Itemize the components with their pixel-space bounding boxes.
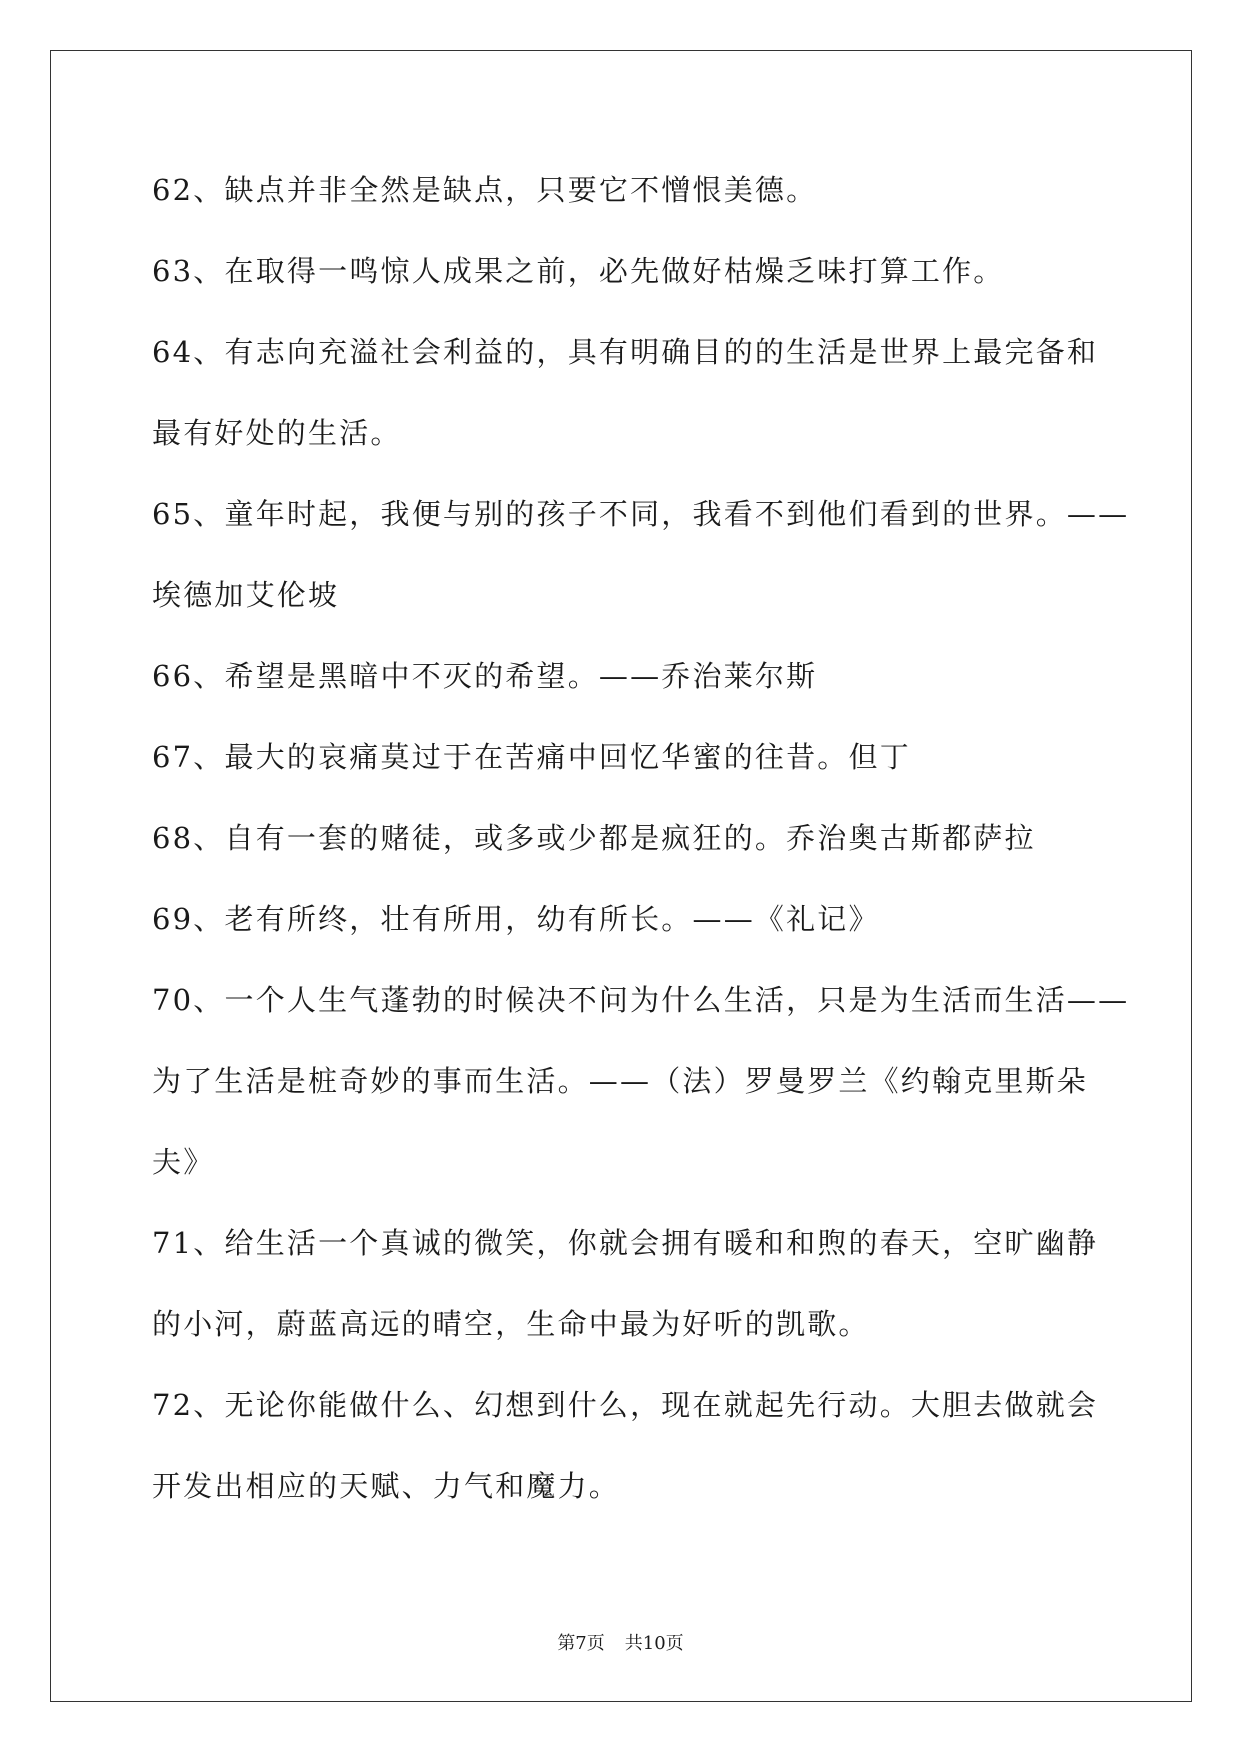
text-line: 72、无论你能做什么、幻想到什么，现在就起先行动。大胆去做就会 <box>152 1388 1099 1422</box>
text-line: 69、老有所终，壮有所用，幼有所长。——《礼记》 <box>152 902 880 936</box>
text-line: 64、有志向充溢社会利益的，具有明确目的的生活是世界上最完备和 <box>152 335 1099 369</box>
text-line: 为了生活是桩奇妙的事而生活。——（法）罗曼罗兰《约翰克里斯朵 <box>152 1064 1089 1098</box>
text-line: 67、最大的哀痛莫过于在苦痛中回忆华蜜的往昔。但丁 <box>152 740 911 774</box>
text-line: 开发出相应的天赋、力气和魔力。 <box>152 1469 621 1503</box>
text-line: 62、缺点并非全然是缺点，只要它不憎恨美德。 <box>152 173 818 207</box>
text-line: 65、童年时起，我便与别的孩子不同，我看不到他们看到的世界。—— <box>152 497 1130 531</box>
document-body <box>152 150 1130 1527</box>
text-line: 的小河，蔚蓝高远的晴空，生命中最为好听的凯歌。 <box>152 1307 870 1341</box>
text-line: 埃德加艾伦坡 <box>152 578 340 612</box>
text-line: 夫》 <box>152 1145 215 1179</box>
text-line: 63、在取得一鸣惊人成果之前，必先做好枯燥乏味打算工作。 <box>152 254 1005 288</box>
page-number-current: 第7页 <box>557 1633 605 1654</box>
text-line: 71、给生活一个真诚的微笑，你就会拥有暖和和煦的春天，空旷幽静 <box>152 1226 1099 1260</box>
text-line: 70、一个人生气蓬勃的时候决不问为什么生活，只是为生活而生活—— <box>152 983 1130 1017</box>
page-number-total: 共10页 <box>624 1633 684 1654</box>
page-footer <box>0 1632 1241 1656</box>
text-line: 66、希望是黑暗中不灭的希望。——乔治莱尔斯 <box>152 659 818 693</box>
text-line: 68、自有一套的赌徒，或多或少都是疯狂的。乔治奥古斯都萨拉 <box>152 821 1036 855</box>
text-line: 最有好处的生活。 <box>152 416 402 450</box>
